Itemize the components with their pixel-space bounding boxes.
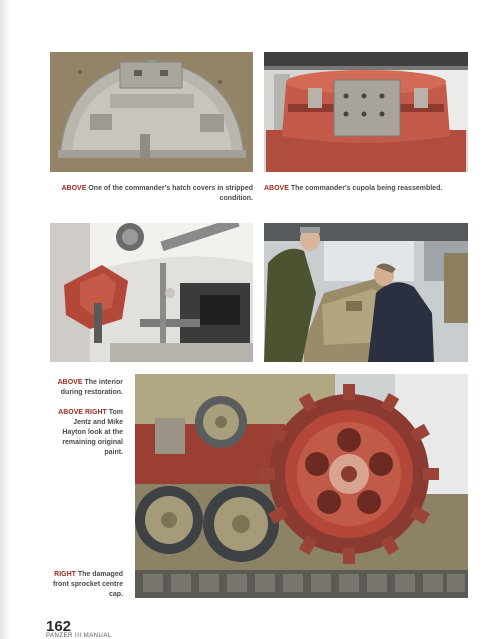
photo-hatch-cover [50,52,253,172]
running-head: PANZER III MANUAL [46,633,112,639]
caption-cupola [264,184,469,194]
caption-tag: ABOVE [61,185,87,192]
caption-tag: ABOVE [57,379,83,386]
caption-hatch-cover [60,184,253,204]
caption-text: One of the commander's hatch covers in stripped condition. [88,185,253,202]
caption-text: The damaged front sprocket centre cap. [52,571,123,598]
caption-tag: RIGHT [54,571,76,578]
page-spine-shadow [0,0,10,639]
caption-text: The commander's cupola being reassembled. [290,185,443,192]
caption-sprocket [50,570,123,600]
caption-text: Tom Jentz and Mike Hayton look at the remaining original paint. [62,409,123,456]
photo-interior [50,223,253,362]
caption-tag: ABOVE RIGHT [58,409,107,416]
caption-jentz-hayton [50,408,123,458]
photo-jentz-hayton [264,223,468,362]
caption-interior [50,378,123,398]
photo-cupola [264,52,468,172]
page-number: 162 [46,618,72,635]
caption-tag: ABOVE [264,185,289,192]
photo-sprocket [135,374,468,598]
caption-text: The interior during restoration. [60,379,123,396]
